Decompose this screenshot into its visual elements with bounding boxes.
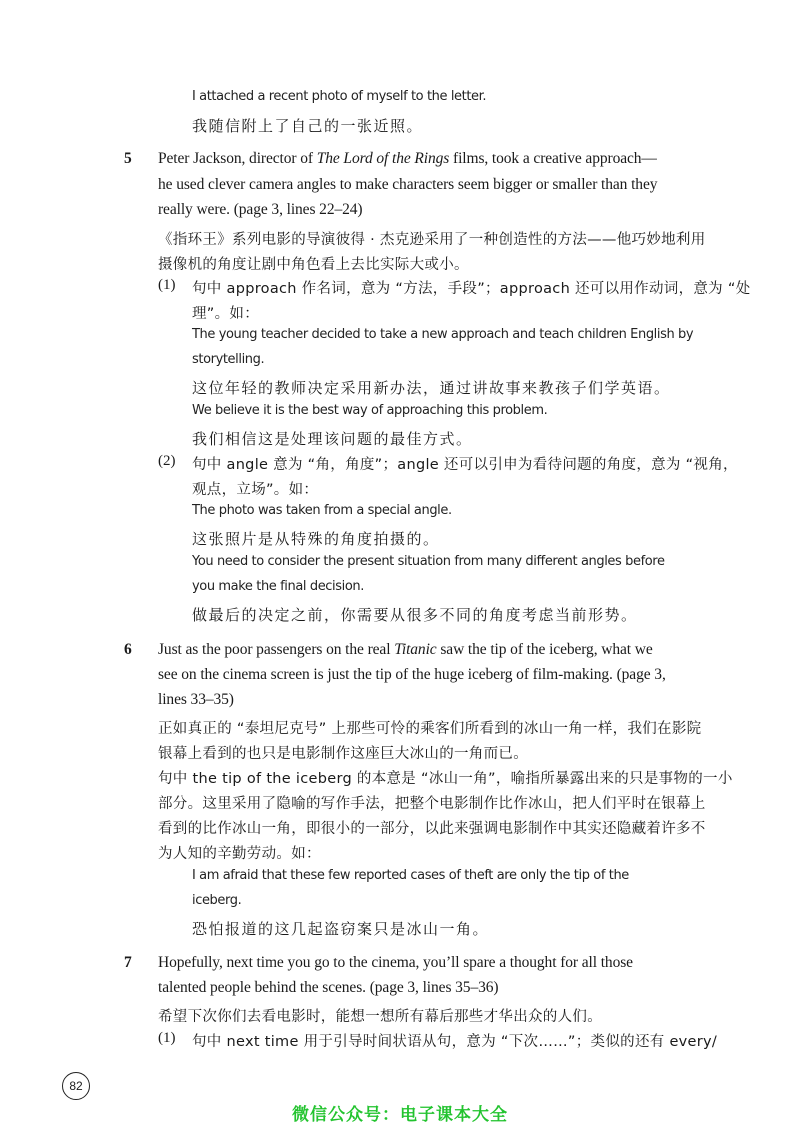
item-text: Just as the poor passengers on the real Titanic saw the tip of the iceberg, what we	[158, 641, 653, 658]
item-number: 6	[124, 641, 132, 658]
note-text: 为人知的辛勤劳动。如：	[158, 846, 321, 862]
example-en: I attached a recent photo of myself to the letter.	[192, 89, 487, 104]
item-text: lines 33–35)	[158, 691, 234, 708]
example-en: iceberg.	[192, 893, 242, 908]
item-translation: 希望下次你们去看电影时，能想一想所有幕后那些才华出众的人们。	[158, 1009, 602, 1025]
note-text: 句中 angle 意为 “角，角度”；angle 还可以引申为看待问题的角度，意为 “视角，	[192, 457, 738, 473]
item-text: really were. (page 3, lines 22–24)	[158, 201, 363, 218]
note-text: 句中 approach 作名词，意为 “方法，手段”；approach 还可以用作动词，意为 “处	[192, 281, 751, 297]
example-en: The young teacher decided to take a new approach and teach children English by	[192, 327, 694, 342]
example-en: The photo was taken from a special angle.	[192, 503, 452, 518]
footer-watermark: 微信公众号：电子课本大全	[292, 1105, 508, 1125]
item-number: 5	[124, 150, 132, 167]
example-zh: 我们相信这是处理该问题的最佳方式。	[192, 430, 473, 448]
page-number: 82	[62, 1072, 90, 1100]
note-text: 部分。这里采用了隐喻的写作手法，把整个电影制作比作冰山，把人们平时在银幕上	[158, 796, 706, 812]
example-zh: 这张照片是从特殊的角度拍摄的。	[192, 530, 440, 548]
sub-label: (2)	[158, 453, 176, 469]
example-zh: 这位年轻的教师决定采用新办法，通过讲故事来教孩子们学英语。	[192, 379, 671, 397]
sub-label: (1)	[158, 1030, 176, 1046]
sub-label: (1)	[158, 277, 176, 293]
example-zh: 做最后的决定之前，你需要从很多不同的角度考虑当前形势。	[192, 606, 638, 624]
example-en: I am afraid that these few reported cases of theft are only the tip of the	[192, 868, 629, 883]
note-text: 句中 the tip of the iceberg 的本意是 “冰山一角”，喻指所暴露出来的只是事物的一小	[158, 771, 733, 787]
note-text: 观点，立场”。如：	[192, 482, 319, 498]
item-translation: 银幕上看到的也只是电影制作这座巨大冰山的一角而已。	[158, 746, 528, 762]
film-title: Titanic	[394, 641, 437, 658]
note-text: 句中 next time 用于引导时间状语从句，意为 “下次……”；类似的还有 every/	[192, 1034, 718, 1050]
example-en: You need to consider the present situation from many different angles before	[192, 554, 665, 569]
item-translation: 《指环王》系列电影的导演彼得 · 杰克逊采用了一种创造性的方法——他巧妙地利用	[158, 232, 706, 248]
item-text: talented people behind the scenes. (page 3, lines 35–36)	[158, 979, 499, 996]
item-text: Hopefully, next time you go to the cinema, you’ll spare a thought for all those	[158, 954, 633, 971]
note-text: 看到的比作冰山一角，即很小的一部分，以此来强调电影制作中其实还隐藏着许多不	[158, 821, 706, 837]
example-en: We believe it is the best way of approaching this problem.	[192, 403, 548, 418]
film-title: The Lord of the Rings	[316, 150, 450, 167]
example-zh: 恐怕报道的这几起盗窃案只是冰山一角。	[192, 920, 490, 938]
item-text: Peter Jackson, director of The Lord of the Rings films, took a creative approach—	[158, 150, 657, 167]
example-zh: 我随信附上了自己的一张近照。	[192, 117, 424, 135]
note-text: 理”。如：	[192, 306, 260, 322]
item-text: see on the cinema screen is just the tip of the huge iceberg of film-making. (page 3,	[158, 666, 666, 683]
item-number: 7	[124, 954, 132, 971]
example-en: storytelling.	[192, 352, 265, 367]
item-translation: 摄像机的角度让剧中角色看上去比实际大或小。	[158, 257, 469, 273]
item-translation: 正如真正的 “泰坦尼克号” 上那些可怜的乘客们所看到的冰山一角一样，我们在影院	[158, 721, 702, 737]
item-text: he used clever camera angles to make characters seem bigger or smaller than they	[158, 176, 658, 193]
example-en: you make the final decision.	[192, 579, 364, 594]
